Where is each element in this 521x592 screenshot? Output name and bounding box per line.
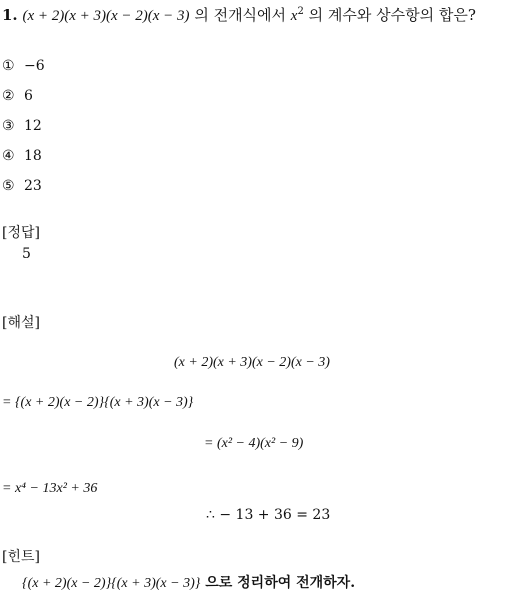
option-5-mark: ⑤ xyxy=(2,178,15,194)
option-2-mark: ② xyxy=(2,88,15,104)
option-2-value: 6 xyxy=(24,88,33,104)
hint-expression: {(x + 2)(x − 2)}{(x + 3)(x − 3)} xyxy=(22,576,201,591)
option-5[interactable] xyxy=(2,178,42,194)
solution-line-2: = {(x + 2)(x − 2)}{(x + 3)(x − 3)} xyxy=(2,395,194,410)
solution-line-1: (x + 2)(x + 3)(x − 2)(x − 3) xyxy=(174,355,330,370)
option-2[interactable] xyxy=(2,88,33,104)
question-expression: (x + 2)(x + 3)(x − 2)(x − 3) xyxy=(22,8,190,24)
option-3-mark: ③ xyxy=(2,118,15,134)
option-5-value: 23 xyxy=(24,178,42,194)
solution-label: [해설] xyxy=(2,315,40,331)
question-text-middle: 의 전개식에서 xyxy=(189,6,291,24)
question-line xyxy=(2,4,476,25)
option-1[interactable] xyxy=(2,58,45,74)
option-1-value: −6 xyxy=(24,58,45,74)
option-1-mark: ① xyxy=(2,58,15,74)
option-4-value: 18 xyxy=(24,148,42,164)
solution-conclusion: ∴ − 13 + 36 = 23 xyxy=(206,507,331,523)
answer-label: [정답] xyxy=(2,225,40,241)
option-4[interactable] xyxy=(2,148,42,164)
question-variable: x xyxy=(290,8,298,24)
answer-value: 5 xyxy=(22,246,31,262)
hint-line xyxy=(22,572,355,592)
hint-text: 으로 정리하여 전개하자. xyxy=(200,575,356,591)
question-number: 1. xyxy=(2,6,18,24)
question-exponent: 2 xyxy=(297,6,304,17)
option-3[interactable] xyxy=(2,118,42,134)
solution-line-3: = (x² − 4)(x² − 9) xyxy=(204,436,304,451)
option-3-value: 12 xyxy=(24,118,42,134)
solution-line-4: = x⁴ − 13x² + 36 xyxy=(2,481,98,496)
hint-label: [힌트] xyxy=(2,549,40,565)
option-4-mark: ④ xyxy=(2,148,15,164)
question-text-end: 의 계수와 상수항의 합은? xyxy=(303,6,476,24)
